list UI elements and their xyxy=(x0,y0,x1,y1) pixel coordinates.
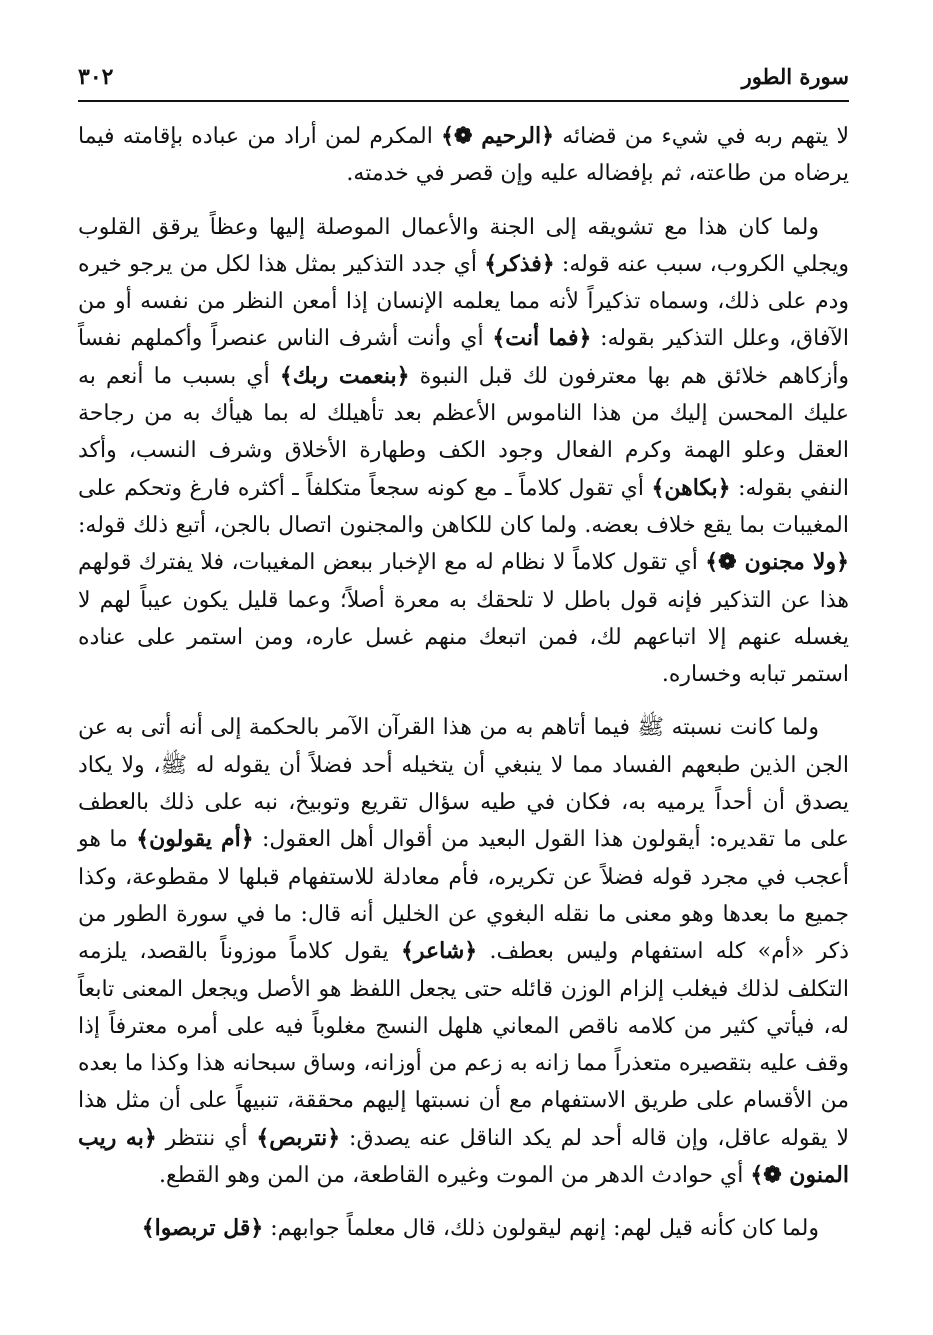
commentary-text: ولما كان كأنه قيل لهم: إنهم ليقولون ذلك، قال معلماً جوابهم: xyxy=(263,1216,819,1242)
commentary-text: أي تقول كلاماً لا نظام له مع الإخبار ببعض المغيبات، فلا يفترك قولهم هذا عن التذكير فإنه قول باطل لا تلحقك به معرة أصلاً؛ وعما قليل يكون عيباً لهم لا يغسله عنهم إلا اتباعهم لك، فمن اتبعك منهم غسل عاره، ومن استمر على عناده استمر تبابه وخساره. xyxy=(78,550,849,688)
quran-quote: ﴿ولا مجنون ❁﴾ xyxy=(705,549,849,576)
paragraph xyxy=(78,118,849,193)
quran-quote: ﴿به ريب المنون ❁﴾ xyxy=(78,1124,849,1189)
paragraph xyxy=(78,209,849,694)
quran-quote: ﴿أم يقولون﴾ xyxy=(136,826,254,853)
commentary-text: ولما كانت نسبته ﷺ فيما أتاهم به من هذا القرآن الآمر بالحكمة إلى أنه أتى به عن الجن الذين طبعهم الفساد مما لا ينبغي أن يتخيله أحد فضلاً أن يقوله له ﷺ، ولا يكاد يصدق أن أحداً يرميه به، فكان في طيه سؤال تقريع وتوبيخ، نبه على ذلك بالعطف على ما تقديره: أيقولون هذا القول البعيد من أقوال أهل العقول: xyxy=(78,715,849,853)
page-header xyxy=(78,62,849,102)
surah-title: سورة الطور xyxy=(741,64,849,89)
quran-quote: ﴿شاعر﴾ xyxy=(400,938,478,965)
commentary-text: أي وأنت أشرف الناس عنصراً وأكملهم نفساً وأزكاهم خلائق هم بها معترفون لك قبل النبوة xyxy=(78,326,850,389)
quran-quote: ﴿بكاهن﴾ xyxy=(651,474,731,501)
commentary-text: أي تقول كلاماً ـ مع كونه سجعاً متكلفاً ـ أكثره فارغ وتحكم على المغيبات بما يقع خلاف بعضه. ولما كان للكاهن والمجنون اتصال بالجن، أتبع ذلك قوله: xyxy=(78,475,849,538)
commentary-text: أي بسبب ما أنعم به عليك المحسن إليك من هذا الناموس الأعظم بعد تأهيلك له بما هيأك به من رجاحة العقل وعلو الهمة وكرم الفعال وجود الكف وطهارة الأخلاق وشرف النسب، وأكد النفي بقوله: xyxy=(78,363,849,501)
commentary-text: لا يتهم ربه في شيء من قضائه xyxy=(554,124,849,149)
paragraph xyxy=(78,709,849,1194)
commentary-text: ما هو أعجب في مجرد قوله فضلاً عن تكريره، فأم معادلة للاستفهام قبلها لا مقطوعة، وكذا جميع ما بعدها وهو معنى ما نقله البغوي عن الخليل أنه قال: ما في سورة الطور من ذكر «أم» كله استفهام وليس بعطف. xyxy=(78,827,849,965)
quran-quote: ﴿فذكر﴾ xyxy=(484,250,555,277)
quran-quote: ﴿فما أنت﴾ xyxy=(492,325,592,352)
quran-quote: ﴿نتربص﴾ xyxy=(256,1124,341,1151)
quran-quote: ﴿بنعمت ربك﴾ xyxy=(279,362,410,389)
page-number: ٣٠٢ xyxy=(78,64,114,90)
commentary-text: ولما كان هذا مع تشويقه إلى الجنة والأعمال الموصلة إليها وعظاً يرقق القلوب ويجلي الكروب، سبب عنه قوله: xyxy=(78,214,849,277)
quran-quote: ﴿الرحيم ❁﴾ xyxy=(441,123,555,149)
quran-quote: ﴿قل تربصوا﴾ xyxy=(141,1215,264,1242)
paragraph xyxy=(78,1210,849,1247)
commentary-text: أي ننتظر xyxy=(156,1125,257,1151)
page-body xyxy=(78,118,849,1248)
commentary-text: يقول كلاماً موزوناً بالقصد، يلزمه التكلف لذلك فيغلب إلزام الوزن قائله حتى يجعل اللفظ هو الأصل ويجعل المعنى تابعاً له، فيأتي كثير من كلامه ناقص المعاني هلهل النسج مغلوباً فيه على أمره معترفاً إذا وقف عليه بتقصيره متعذراً مما زانه به زعم من أوزانه، وساق سبحانه هذا وكذا ما بعده من الأقسام على طريق الاستفهام مع أن نسبتها إليهم محققة، تنبيهاً على أن مثل هذا لا يقوله عاقل، وإن قاله أحد لم يكد الناقل عنه يصدق: xyxy=(78,939,850,1151)
commentary-text: أي جدد التذكير بمثل هذا لكل من يرجو خيره ودم على ذلك، وسماه تذكيراً لأنه مما يعلمه الإنسان إذا أمعن النظر من نفسه أو من الآفاق، وعلل التذكير بقوله: xyxy=(78,251,850,352)
commentary-text: المكرم لمن أراد من عباده بإقامته فيما يرضاه من طاعته، ثم بإفضاله عليه وإن قصر في خدمته. xyxy=(78,124,849,187)
commentary-text: أي حوادث الدهر من الموت وغيره القاطعة، من المن وهو القطع. xyxy=(159,1163,751,1189)
